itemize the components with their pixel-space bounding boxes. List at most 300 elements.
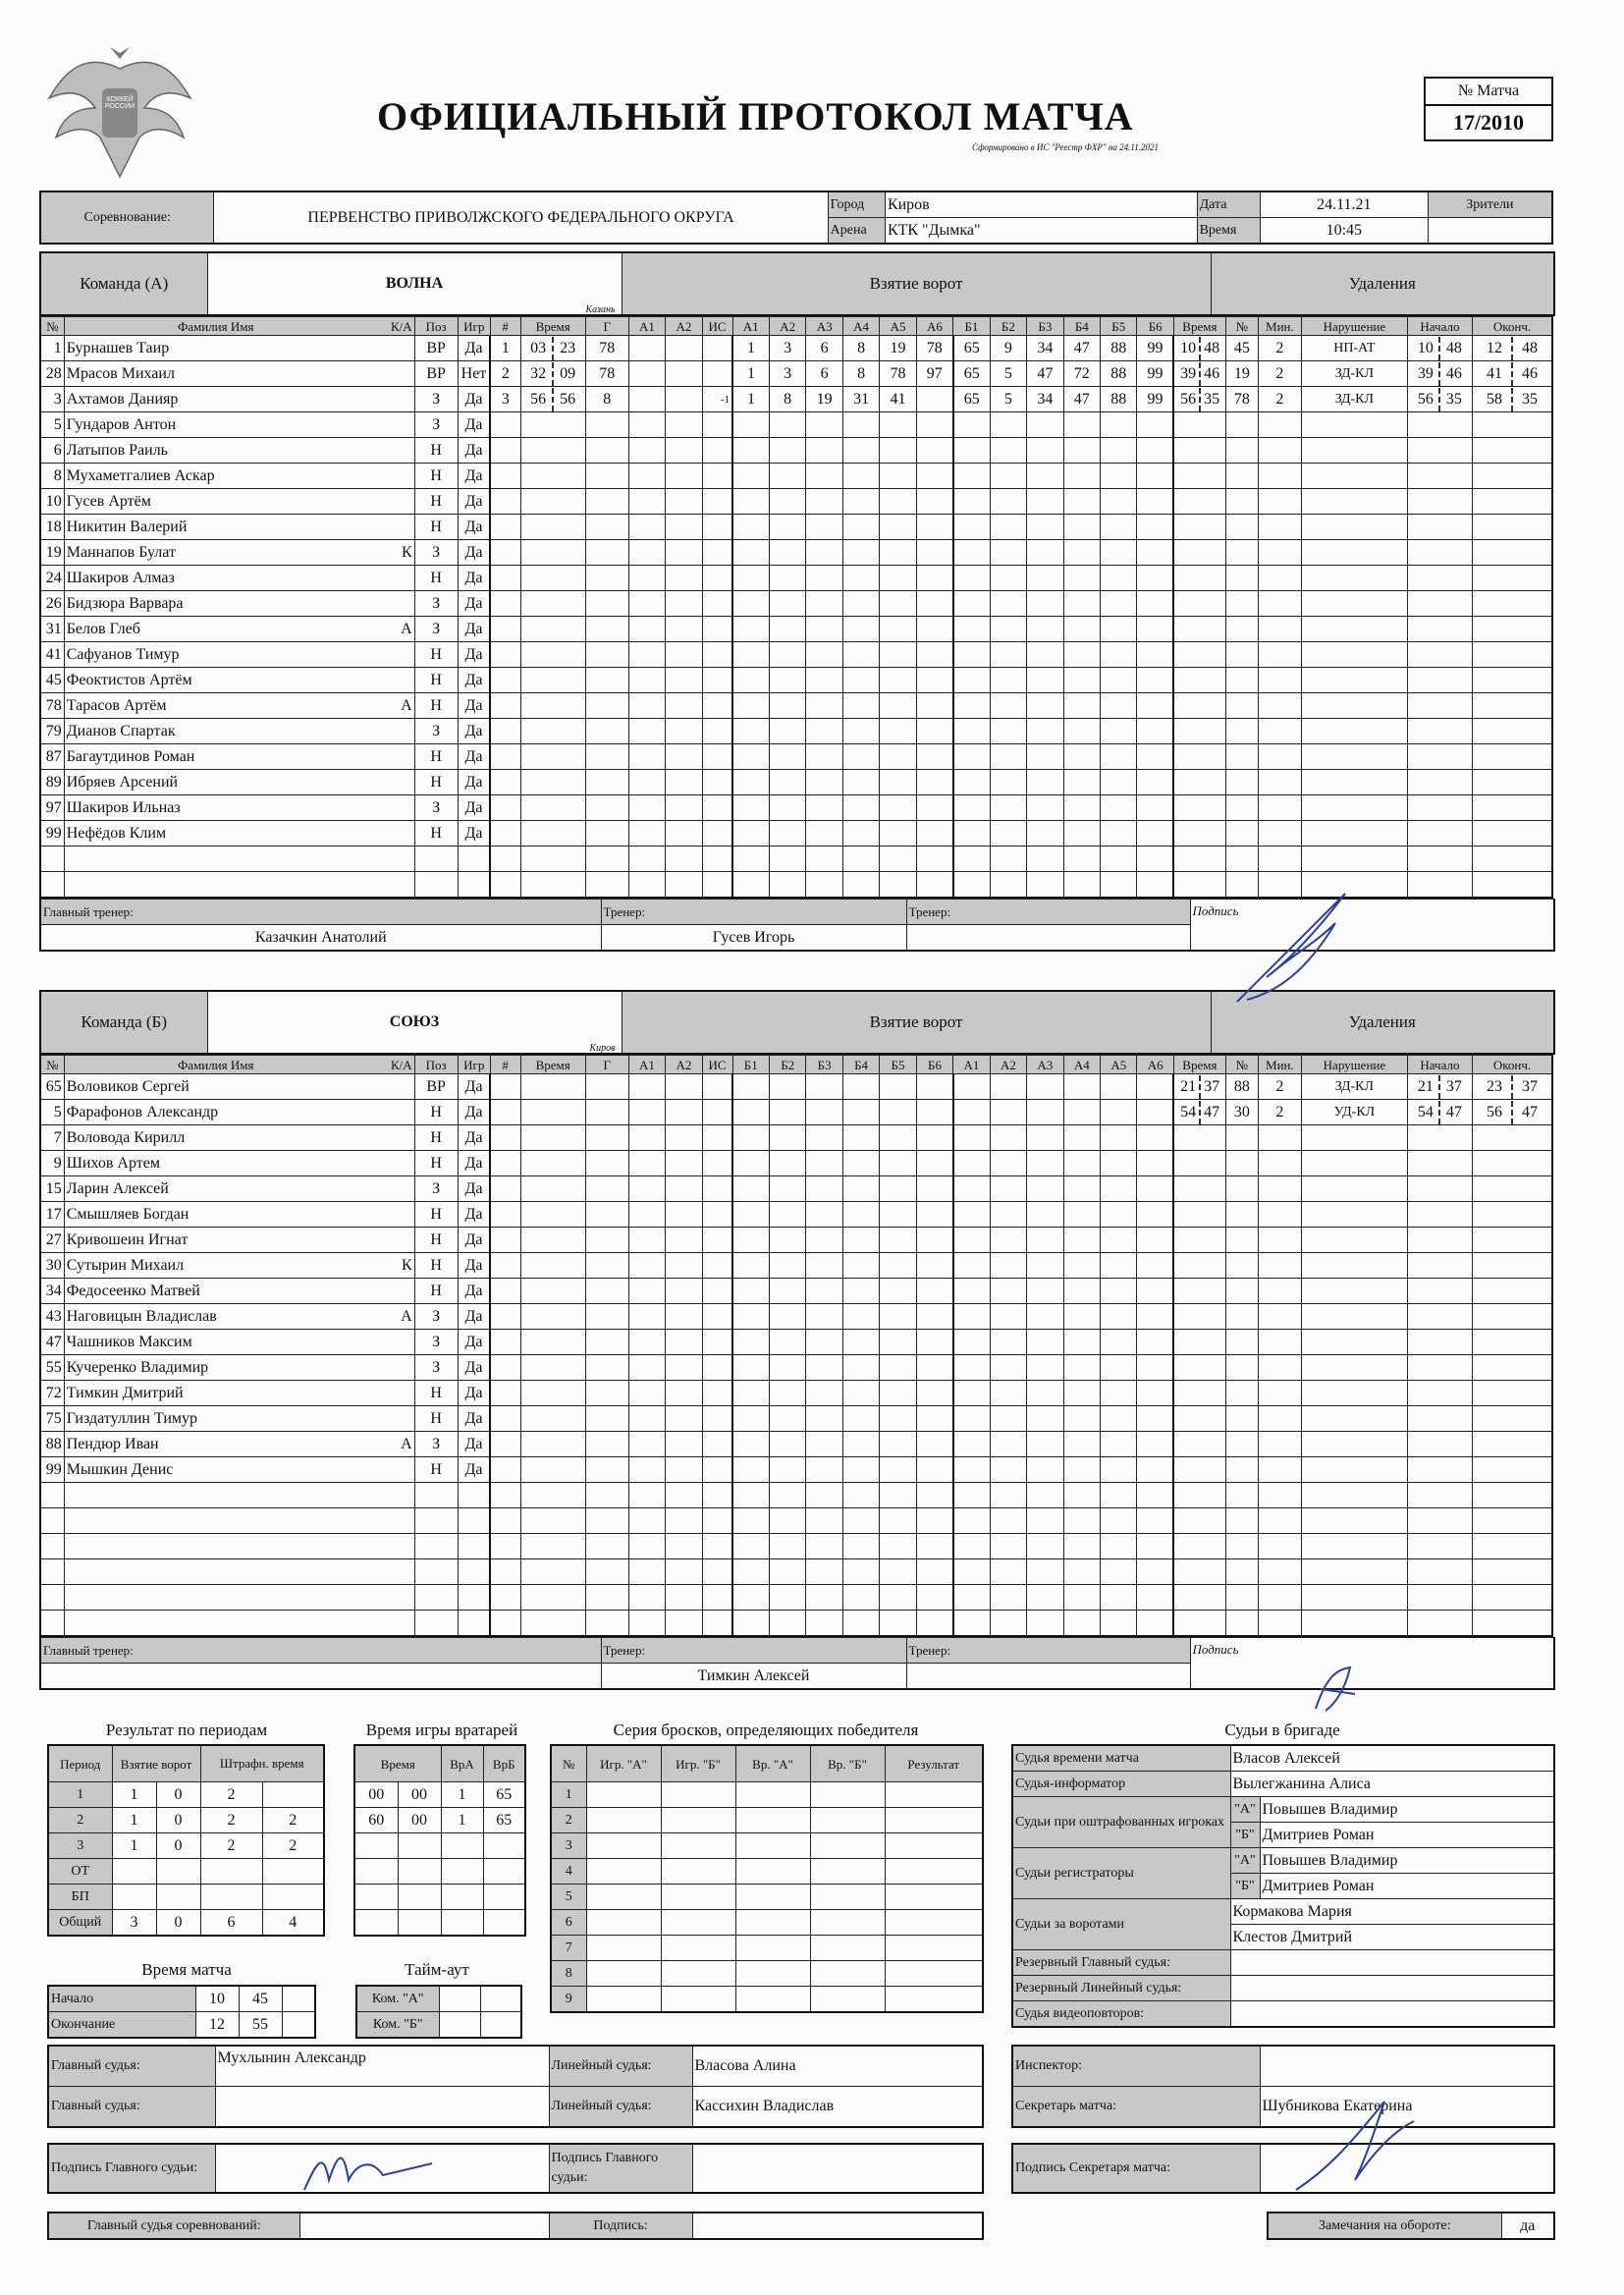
goal-cell — [1027, 1406, 1063, 1432]
goal-cell — [628, 1253, 665, 1279]
goal-cell — [769, 1253, 805, 1279]
goal-cell — [842, 872, 879, 899]
goal-cell — [1063, 1151, 1100, 1176]
shootout-cell — [810, 1936, 885, 1961]
player-pos — [414, 1585, 458, 1611]
goal-cell — [702, 744, 732, 770]
goal-cell — [1101, 1074, 1137, 1100]
goal-cell — [1027, 412, 1063, 438]
penalty-start — [1407, 1432, 1472, 1457]
goal-time — [520, 1534, 585, 1559]
penalty-time — [1173, 489, 1225, 515]
goal-cell — [953, 489, 990, 515]
goal-cell — [842, 744, 879, 770]
goal-cell — [953, 1330, 990, 1355]
goal-cell — [916, 1457, 952, 1483]
player-ka — [367, 489, 414, 515]
player-pos: З — [414, 719, 458, 744]
player-pos — [414, 1559, 458, 1585]
goal-cell — [1101, 847, 1137, 872]
player-pos: Н — [414, 1381, 458, 1406]
player-number: 34 — [40, 1279, 64, 1304]
player-name: Мухаметгалиев Аскар — [64, 464, 366, 489]
goal-cell — [916, 872, 952, 899]
goal-cell — [1063, 464, 1100, 489]
team-b-h-3: Поз — [414, 1056, 458, 1074]
goal-time — [520, 438, 585, 464]
table-row — [551, 1987, 983, 2013]
goal-cell — [732, 617, 769, 642]
goal-cell — [990, 744, 1026, 770]
player-played: Да — [458, 1279, 490, 1304]
goal-cell — [769, 566, 805, 591]
goal-cell — [732, 1074, 769, 1100]
goal-cell — [1063, 515, 1100, 540]
goal-cell — [880, 566, 916, 591]
team-a-h-0: № — [40, 317, 64, 336]
table-row — [40, 1559, 1552, 1585]
goal-number — [490, 438, 520, 464]
goal-cell — [702, 1253, 732, 1279]
goal-cell — [880, 1483, 916, 1508]
goal-cell — [880, 1074, 916, 1100]
goal-cell — [666, 566, 702, 591]
table-row — [40, 795, 1552, 821]
gk-b — [483, 1833, 525, 1859]
penalty-end — [1472, 1074, 1552, 1100]
goal-number — [490, 566, 520, 591]
city-value: Киров — [885, 191, 1197, 218]
goal-cell — [702, 1355, 732, 1381]
match-time-table — [47, 1985, 316, 2039]
match-time-title: Время матча — [141, 1960, 232, 1979]
shootout-number: 2 — [551, 1808, 586, 1833]
period-name: ОТ — [48, 1859, 112, 1885]
player-pos — [414, 1611, 458, 1637]
player-name: Воловода Кирилл — [64, 1125, 366, 1151]
goal-cell — [1101, 1279, 1137, 1304]
penalty-minutes — [1258, 1534, 1301, 1559]
shootout-cell — [810, 1833, 885, 1859]
penalty-infraction — [1301, 1611, 1407, 1637]
reserve-lines — [1230, 1976, 1554, 2001]
goal-cell — [880, 1125, 916, 1151]
goal-cell — [769, 770, 805, 795]
penalty-end — [1472, 770, 1552, 795]
shootout-cell — [586, 1987, 661, 2013]
goal-cell — [1101, 438, 1137, 464]
goal-cell — [732, 668, 769, 693]
penalty-time — [1173, 872, 1225, 899]
shootout-cell — [586, 1808, 661, 1833]
secretary-label: Секретарь матча: — [1012, 2087, 1260, 2128]
table-row — [40, 1202, 1552, 1228]
player-name: Шакиров Ильназ — [64, 795, 366, 821]
goal-cell — [880, 1355, 916, 1381]
goal-cell — [1101, 719, 1137, 744]
player-name: Мрасов Михаил — [64, 361, 366, 387]
player-name: Чашников Максим — [64, 1330, 366, 1355]
goal-cell — [1137, 1228, 1173, 1253]
goal-cell — [842, 1381, 879, 1406]
player-pos: Н — [414, 1202, 458, 1228]
player-pos: З — [414, 1304, 458, 1330]
goal-number — [490, 1125, 520, 1151]
goal-cell — [842, 1100, 879, 1125]
shootout-cell — [810, 1808, 885, 1833]
goal-cell — [628, 1432, 665, 1457]
goal-cell — [1101, 1228, 1137, 1253]
goal-judges-label: Судьи за воротами — [1012, 1899, 1230, 1950]
player-name: Гиздатуллин Тимур — [64, 1406, 366, 1432]
remarks-table — [1267, 2212, 1555, 2240]
pen-start-sec: 37 — [1445, 1077, 1462, 1095]
goal-cell — [585, 1611, 628, 1637]
goal-cell — [1027, 872, 1063, 899]
table-row — [40, 1534, 1552, 1559]
shootout-cell — [810, 1859, 885, 1885]
team-b-goal-h-2: Г — [585, 1056, 628, 1074]
goal-cell — [1101, 1202, 1137, 1228]
goal-cell — [806, 770, 842, 795]
goal-cell — [1063, 1176, 1100, 1202]
goal-time — [520, 617, 585, 642]
goal-cell — [702, 591, 732, 617]
goal-cell — [990, 1228, 1026, 1253]
goal-time — [520, 1406, 585, 1432]
team-b-ice2-h-3: А4 — [1063, 1056, 1100, 1074]
inspector-label: Инспектор: — [1012, 2046, 1260, 2087]
goal-cell — [953, 668, 990, 693]
penalty-minutes — [1258, 1585, 1301, 1611]
gk-b: 65 — [483, 1782, 525, 1808]
penalty-end — [1472, 1202, 1552, 1228]
player-played: Да — [458, 642, 490, 668]
shootout-cell — [735, 1833, 810, 1859]
gk-a — [441, 1859, 483, 1885]
goal-cell — [702, 1559, 732, 1585]
goal-cell — [806, 591, 842, 617]
penalty-end — [1472, 1330, 1552, 1355]
penalty-infraction — [1301, 1176, 1407, 1202]
team-a-ice1-h-1: А2 — [769, 317, 805, 336]
table-row — [551, 1885, 983, 1910]
penalty-player — [1225, 489, 1258, 515]
team-b-ice1-h-1: Б2 — [769, 1056, 805, 1074]
goal-cell — [1027, 795, 1063, 821]
team-b-block — [39, 990, 1553, 1690]
goal-cell — [990, 1534, 1026, 1559]
goal-cell — [842, 1330, 879, 1355]
player-number — [40, 1585, 64, 1611]
penalty-minutes — [1258, 412, 1301, 438]
player-name: Шакиров Алмаз — [64, 566, 366, 591]
goal-cell — [916, 1585, 952, 1611]
penalty-end — [1472, 361, 1552, 387]
goal-cell — [628, 1279, 665, 1304]
period-goals-a: 1 — [112, 1808, 156, 1833]
team-a-h-2: К/А — [367, 317, 414, 336]
goal-cell — [702, 1508, 732, 1534]
gk-min: 00 — [354, 1782, 398, 1808]
penalty-time — [1173, 1125, 1225, 1151]
lines2-label: Линейный судья: — [549, 2087, 692, 2128]
goal-cell — [1063, 1585, 1100, 1611]
goal-time — [520, 591, 585, 617]
player-played: Да — [458, 617, 490, 642]
goal-cell — [628, 1074, 665, 1100]
player-ka — [367, 1483, 414, 1508]
player-pos: З — [414, 387, 458, 412]
player-ka — [367, 1279, 414, 1304]
player-pos: Н — [414, 1228, 458, 1253]
goal-cell: 88 — [1101, 387, 1137, 412]
goal-cell — [1027, 668, 1063, 693]
goal-cell — [769, 795, 805, 821]
goal-cell — [666, 591, 702, 617]
period-pim-a: 2 — [200, 1833, 262, 1859]
goal-cell — [769, 1483, 805, 1508]
goal-cell — [628, 1100, 665, 1125]
goal-cell — [666, 387, 702, 412]
pen-end-min: 58 — [1478, 388, 1513, 411]
table-row — [40, 489, 1552, 515]
player-ka — [367, 1457, 414, 1483]
gk-sec — [398, 1859, 441, 1885]
goal-cell — [702, 1330, 732, 1355]
goal-cell — [1137, 1585, 1173, 1611]
goal-cell — [953, 1355, 990, 1381]
goal-cell — [953, 872, 990, 899]
penalty-judge-b: Дмитриев Роман — [1260, 1823, 1554, 1848]
goal-cell — [1101, 1585, 1137, 1611]
goal-cell — [880, 438, 916, 464]
goal-number — [490, 693, 520, 719]
goal-number — [490, 1304, 520, 1330]
table-row — [40, 1432, 1552, 1457]
team-b-name-cell — [207, 991, 622, 1054]
player-pos: Н — [414, 744, 458, 770]
goal-cell — [732, 1125, 769, 1151]
player-ka — [367, 336, 414, 361]
goal-cell — [916, 515, 952, 540]
goal-cell — [953, 1304, 990, 1330]
goal-time — [520, 1330, 585, 1355]
penalty-infraction — [1301, 438, 1407, 464]
player-pos: Н — [414, 693, 458, 719]
player-number: 78 — [40, 693, 64, 719]
goal-cell — [953, 847, 990, 872]
period-name: БП — [48, 1885, 112, 1910]
shootout-cell — [885, 1808, 983, 1833]
goal-cell — [585, 464, 628, 489]
player-number — [40, 1483, 64, 1508]
penalty-time — [1173, 1151, 1225, 1176]
penalty-player — [1225, 1432, 1258, 1457]
penalty-start — [1407, 1355, 1472, 1381]
penalty-time — [1173, 1483, 1225, 1508]
penalty-infraction — [1301, 668, 1407, 693]
goal-cell — [585, 1228, 628, 1253]
goal-cell — [666, 540, 702, 566]
team-a-goal-h-5: ИС — [702, 317, 732, 336]
goal-cell — [953, 1100, 990, 1125]
goal-cell — [1137, 668, 1173, 693]
player-number — [40, 1559, 64, 1585]
goal-cell — [732, 821, 769, 847]
goal-cell — [806, 1508, 842, 1534]
goal-cell — [1137, 489, 1173, 515]
goal-cell — [953, 719, 990, 744]
goal-cell — [628, 1355, 665, 1381]
player-pos: Н — [414, 1457, 458, 1483]
goal-cell — [1027, 1202, 1063, 1228]
penalty-player — [1225, 540, 1258, 566]
goal-cell — [880, 719, 916, 744]
penalty-minutes: 2 — [1258, 1100, 1301, 1125]
penalty-player — [1225, 1355, 1258, 1381]
gk-min — [354, 1833, 398, 1859]
period-goals-a — [112, 1859, 156, 1885]
timeout-table — [355, 1985, 522, 2039]
referee-1: Мухлынин Александр — [215, 2046, 549, 2087]
goal-number — [490, 821, 520, 847]
goal-cell — [769, 847, 805, 872]
goal-cell — [769, 1534, 805, 1559]
goal-cell — [769, 1228, 805, 1253]
gk-min — [354, 1859, 398, 1885]
penalty-player — [1225, 1202, 1258, 1228]
player-played: Да — [458, 744, 490, 770]
goal-time — [520, 489, 585, 515]
goal-number — [490, 1355, 520, 1381]
shootout-h-0: № — [551, 1745, 586, 1782]
goal-time — [520, 1253, 585, 1279]
player-played: Да — [458, 1381, 490, 1406]
goal-cell — [1101, 770, 1137, 795]
goal-cell — [990, 1125, 1026, 1151]
goal-time — [520, 1100, 585, 1125]
goal-cell — [953, 540, 990, 566]
penalty-player — [1225, 1279, 1258, 1304]
goal-cell: 78 — [916, 336, 952, 361]
penalty-end — [1472, 387, 1552, 412]
goal-cell — [953, 1381, 990, 1406]
goal-cell — [880, 795, 916, 821]
team-a-goal-h-0: # — [490, 317, 520, 336]
penalty-minutes — [1258, 1381, 1301, 1406]
penalty-minutes — [1258, 438, 1301, 464]
shootout-cell — [586, 1885, 661, 1910]
goal-cell — [1027, 1585, 1063, 1611]
period-goals-a — [112, 1885, 156, 1910]
goal-cell — [842, 1355, 879, 1381]
goal-cell — [1137, 821, 1173, 847]
player-pos: Н — [414, 1125, 458, 1151]
goal-number — [490, 591, 520, 617]
pen-time-sec: 37 — [1204, 1077, 1220, 1095]
goal-cell — [842, 1611, 879, 1637]
penalty-minutes — [1258, 1151, 1301, 1176]
goal-cell — [1137, 847, 1173, 872]
goal-cell — [769, 1381, 805, 1406]
pen-start-sec: 35 — [1445, 390, 1462, 408]
table-row — [40, 1253, 1552, 1279]
goal-cell — [1101, 1151, 1137, 1176]
penalty-end — [1472, 489, 1552, 515]
informer: Вылегжанина Алиса — [1230, 1772, 1554, 1797]
penalty-minutes — [1258, 719, 1301, 744]
player-ka — [367, 1330, 414, 1355]
arena-label: Арена — [828, 218, 885, 245]
team-b-city: Киров — [589, 1043, 616, 1054]
goal-cell — [990, 821, 1026, 847]
goal-cell — [769, 1100, 805, 1125]
shootout-cell — [810, 1910, 885, 1936]
goal-cell — [880, 1202, 916, 1228]
inspector-table — [1011, 2045, 1555, 2128]
goal-cell — [769, 1559, 805, 1585]
player-number: 17 — [40, 1202, 64, 1228]
player-number: 7 — [40, 1125, 64, 1151]
penalty-time — [1173, 1304, 1225, 1330]
goal-time — [520, 744, 585, 770]
goal-cell — [666, 489, 702, 515]
penalty-minutes — [1258, 795, 1301, 821]
goal-cell — [585, 872, 628, 899]
goal-cell — [1063, 1330, 1100, 1355]
player-name: Наговицын Владислав — [64, 1304, 366, 1330]
goal-cell — [585, 412, 628, 438]
goal-cell — [916, 1202, 952, 1228]
penalty-judges-label: Судьи при оштрафованных игроках — [1012, 1797, 1230, 1848]
goal-cell — [1137, 1074, 1173, 1100]
goal-cell — [666, 1253, 702, 1279]
goal-cell — [666, 872, 702, 899]
penalty-time — [1173, 1457, 1225, 1483]
goal-cell — [702, 515, 732, 540]
goal-cell — [585, 1202, 628, 1228]
team-b-pen-h-5: Оконч. — [1472, 1056, 1552, 1074]
penalty-player — [1225, 1534, 1258, 1559]
goal-cell — [916, 464, 952, 489]
penalty-player — [1225, 591, 1258, 617]
penalty-end — [1472, 1355, 1552, 1381]
penalty-end — [1472, 1381, 1552, 1406]
shootout-cell — [661, 1885, 735, 1910]
player-name: Никитин Валерий — [64, 515, 366, 540]
goal-cell — [702, 719, 732, 744]
goal-cell — [585, 668, 628, 693]
team-a-pen-h-4: Начало — [1407, 317, 1472, 336]
goal-cell — [842, 795, 879, 821]
penalty-time — [1173, 1432, 1225, 1457]
goal-cell: 99 — [1137, 336, 1173, 361]
player-name: Тарасов Артём — [64, 693, 366, 719]
penalty-infraction — [1301, 642, 1407, 668]
team-b-ice2-h-1: А2 — [990, 1056, 1026, 1074]
penalty-player — [1225, 1330, 1258, 1355]
table-row — [40, 464, 1552, 489]
period-pim-b: 2 — [262, 1833, 324, 1859]
goal-cell — [585, 438, 628, 464]
team-b-ice1-h-4: Б5 — [880, 1056, 916, 1074]
team-b-coach2 — [906, 1664, 1190, 1690]
penalty-time — [1173, 1559, 1225, 1585]
period-goals-a: 3 — [112, 1910, 156, 1937]
goal-cell — [880, 1304, 916, 1330]
goal-cell: 99 — [1137, 387, 1173, 412]
